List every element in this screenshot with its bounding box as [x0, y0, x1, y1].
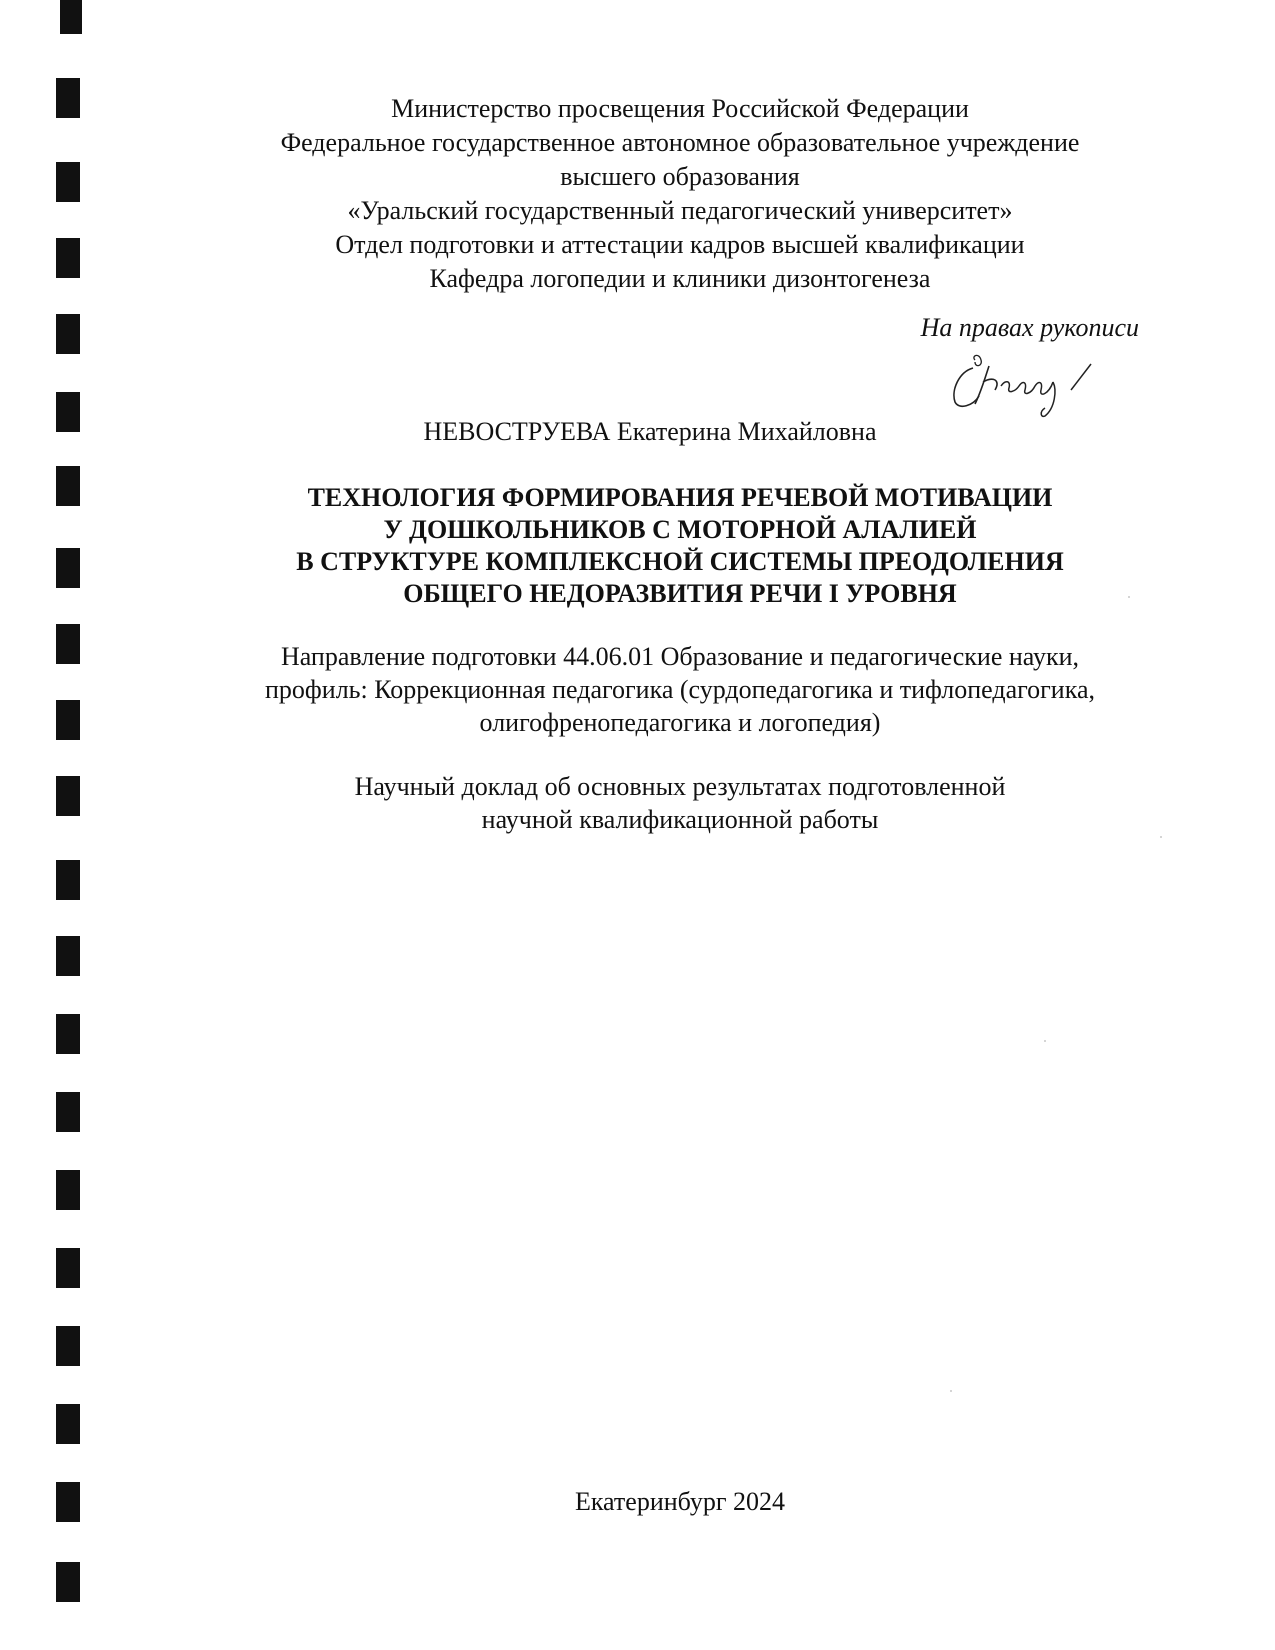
- department-line: Отдел подготовки и аттестации кадров высшей квалификации: [335, 230, 1025, 259]
- binding-mark: [56, 1562, 80, 1602]
- chair-line: Кафедра логопедии и клиники дизонтогенеза: [429, 264, 931, 293]
- binding-mark: [56, 624, 80, 664]
- binding-mark: [56, 466, 80, 506]
- binding-mark: [56, 162, 80, 202]
- binding-mark: [56, 1326, 80, 1366]
- binding-mark: [56, 1482, 80, 1522]
- title-line: В СТРУКТУРЕ КОМПЛЕКСНОЙ СИСТЕМЫ ПРЕОДОЛЕНИЯ: [296, 547, 1064, 576]
- profile-line: профиль: Коррекционная педагогика (сурдопедагогика и тифлопедагогика,: [265, 675, 1095, 704]
- binding-mark: [56, 1092, 80, 1132]
- ministry-line: Министерство просвещения Российской Федерации: [391, 94, 969, 123]
- binding-mark: [56, 776, 80, 816]
- binding-mark: [60, 0, 82, 34]
- scan-speck: [1160, 836, 1162, 838]
- binding-mark: [56, 1170, 80, 1210]
- title-line: ТЕХНОЛОГИЯ ФОРМИРОВАНИЯ РЕЧЕВОЙ МОТИВАЦИИ: [307, 483, 1053, 512]
- author-name: НЕВОСТРУЕВА Екатерина Михайловна: [423, 417, 877, 446]
- manuscript-note: На правах рукописи: [920, 313, 1139, 342]
- profile-line: олигофренопедагогика и логопедия): [479, 708, 881, 737]
- education-level-line: высшего образования: [560, 162, 800, 191]
- direction-line: Направление подготовки 44.06.01 Образование и педагогические науки,: [280, 642, 1080, 671]
- scan-speck: [1128, 596, 1130, 598]
- binding-mark: [56, 238, 80, 278]
- binding-mark: [56, 1014, 80, 1054]
- institution-header: [200, 92, 1160, 296]
- binding-marks: [0, 0, 100, 1650]
- binding-mark: [56, 860, 80, 900]
- binding-mark: [56, 1404, 80, 1444]
- city-year: Екатеринбург 2024: [574, 1487, 786, 1516]
- thesis-title: [200, 482, 1160, 610]
- report-line: научной квалификационной работы: [481, 805, 879, 834]
- binding-mark: [56, 1248, 80, 1288]
- binding-mark: [56, 936, 80, 976]
- study-direction: [200, 640, 1160, 739]
- scan-speck: [950, 1390, 952, 1392]
- report-line: Научный доклад об основных результатах подготовленной: [354, 772, 1006, 801]
- title-line: У ДОШКОЛЬНИКОВ С МОТОРНОЙ АЛАЛИЕЙ: [383, 515, 977, 544]
- binding-mark: [56, 314, 80, 354]
- report-description: [200, 770, 1160, 836]
- binding-mark: [56, 700, 80, 740]
- university-name-line: «Уральский государственный педагогический университет»: [347, 196, 1013, 225]
- binding-mark: [56, 548, 80, 588]
- handwritten-signature: [945, 350, 1110, 420]
- title-line: ОБЩЕГО НЕДОРАЗВИТИЯ РЕЧИ I УРОВНЯ: [403, 579, 957, 608]
- institution-type-line: Федеральное государственное автономное образовательное учреждение: [280, 128, 1080, 157]
- scan-speck: [1044, 1040, 1046, 1042]
- binding-mark: [56, 78, 80, 118]
